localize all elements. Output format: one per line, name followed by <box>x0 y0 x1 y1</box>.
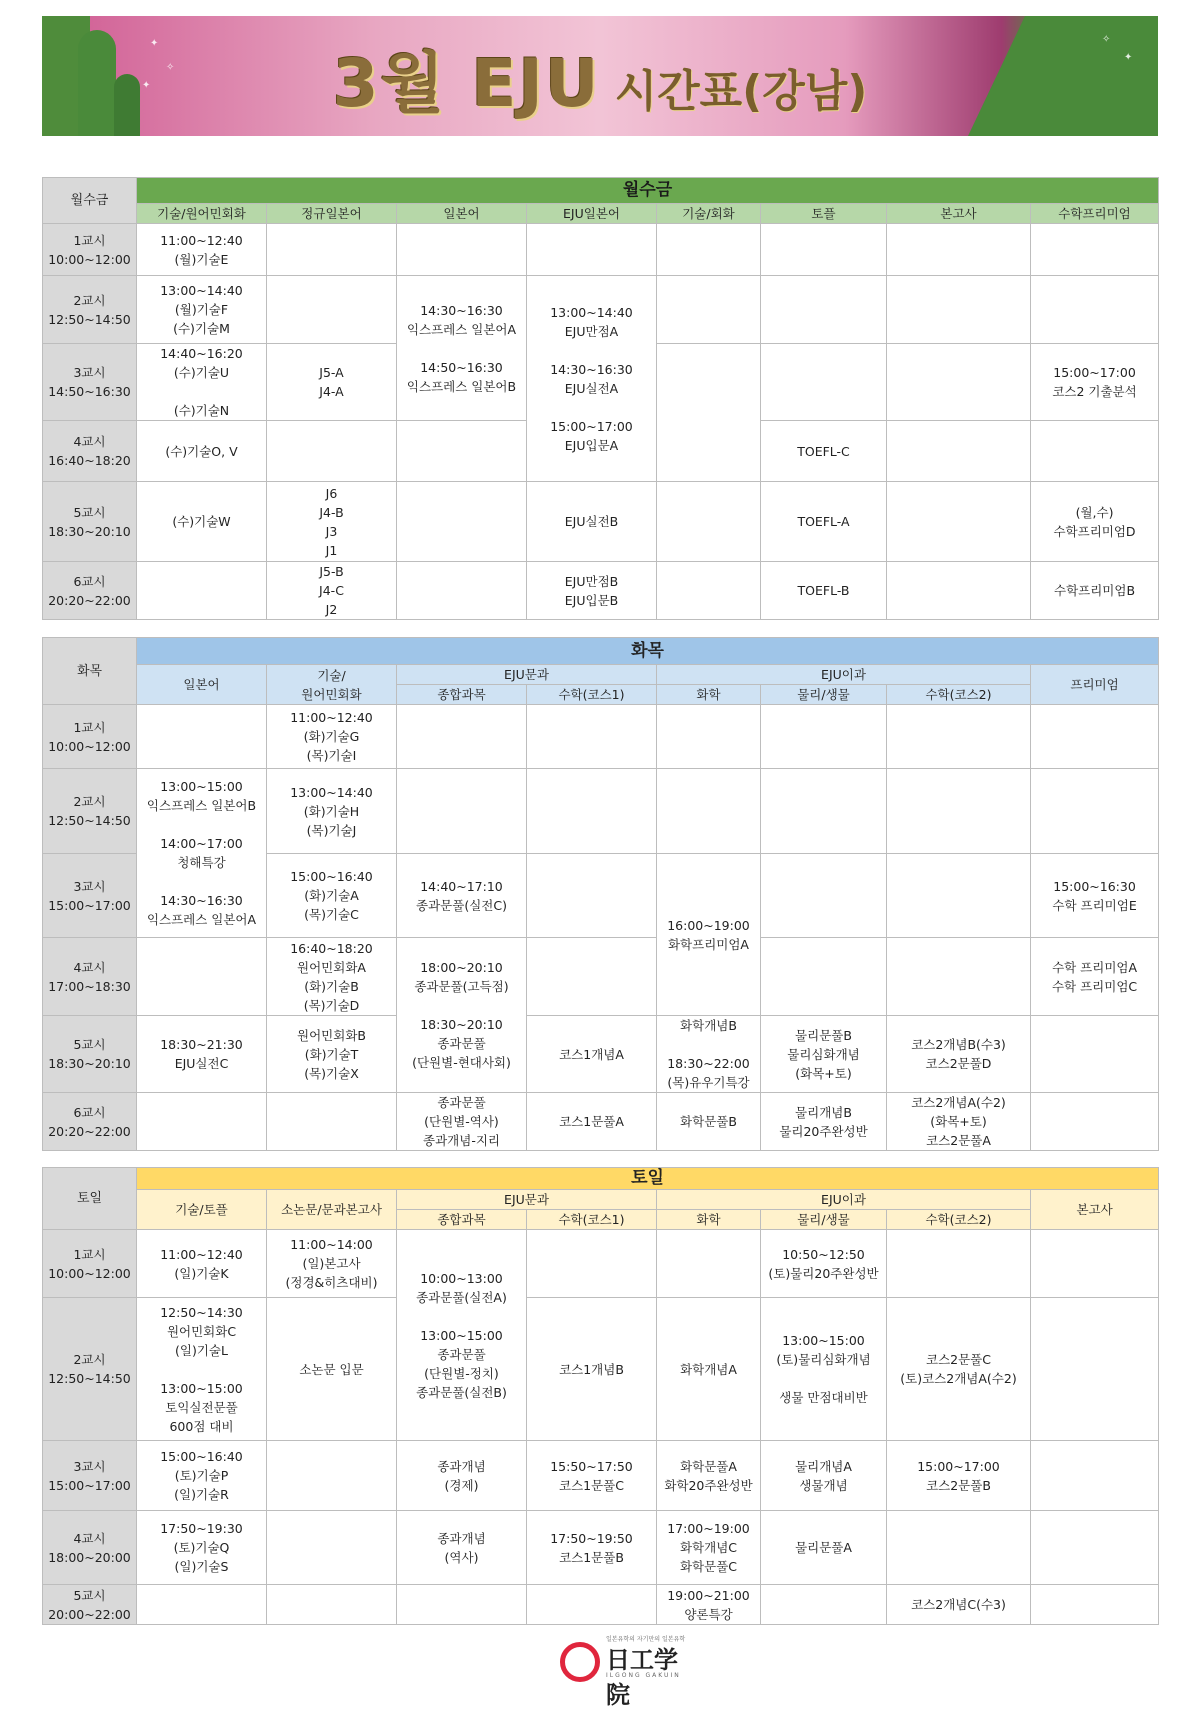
schedule-cell: 15:00~17:00 코스2 기출분석 <box>1031 344 1159 421</box>
schedule-cell: (수)기술O, V <box>137 421 267 482</box>
period-cell: 6교시 20:20~22:00 <box>43 562 137 620</box>
schedule-cell: 18:30~21:30 EJU실전C <box>137 1016 267 1093</box>
schedule-cell: 13:00~15:00 익스프레스 일본어B 14:00~17:00 청해특강 14:30~16:30 익스프레스 일본어A <box>137 769 267 938</box>
table-row <box>43 1585 1159 1625</box>
schedule-cell <box>657 769 761 854</box>
logo-tagline: 일본유학의 자기만의 일본유학 <box>606 1636 686 1643</box>
schedule-cell <box>887 705 1031 769</box>
sparkle-icon: ✧ <box>166 62 175 73</box>
schedule-cell <box>267 276 397 344</box>
column-group-header: EJU문과 <box>397 1190 657 1210</box>
schedule-cell <box>887 421 1031 482</box>
schedule-cell <box>1031 769 1159 854</box>
sparkle-icon: ✦ <box>1124 52 1133 63</box>
schedule-cell: 물리개념A 생물개념 <box>761 1441 887 1511</box>
schedule-cell: 11:00~12:40 (월)기술E <box>137 224 267 276</box>
schedule-cell: 11:00~12:40 (일)기술K <box>137 1230 267 1298</box>
period-cell: 5교시 20:00~22:00 <box>43 1585 137 1625</box>
schedule-cell <box>397 1585 527 1625</box>
schedule-cell <box>657 344 761 482</box>
schedule-cell <box>397 705 527 769</box>
schedule-cell <box>887 1511 1031 1585</box>
schedule-cell: 15:00~17:00 코스2문풀B <box>887 1441 1031 1511</box>
column-group-header: EJU이과 <box>657 665 1031 685</box>
period-cell: 5교시 18:30~20:10 <box>43 482 137 562</box>
table-row <box>43 482 1159 562</box>
column-header: 종합과목 <box>397 685 527 705</box>
schedule-cell <box>887 854 1031 938</box>
schedule-cell <box>527 224 657 276</box>
schedule-cell <box>887 562 1031 620</box>
schedule-table-tt <box>42 637 1159 1151</box>
schedule-cell <box>887 276 1031 344</box>
schedule-cell: 수학프리미엄B <box>1031 562 1159 620</box>
schedule-cell: (수)기술W <box>137 482 267 562</box>
schedule-cell: 18:00~20:10 종과문풀(고득점) 18:30~20:10 종과문풀 (단원별-현대사회) <box>397 938 527 1093</box>
schedule-cell: 화학문풀A 화학20주완성반 <box>657 1441 761 1511</box>
schedule-cell <box>657 276 761 344</box>
column-header: 수학프리미엄 <box>1031 204 1159 224</box>
schedule-cell: 12:50~14:30 원어민회화C (일)기술L 13:00~15:00 토익실전문풀 600점 대비 <box>137 1298 267 1441</box>
schedule-cell <box>267 224 397 276</box>
schedule-cell: 17:00~19:00 화학개념C 화학문풀C <box>657 1511 761 1585</box>
schedule-cell: 종과개념 (역사) <box>397 1511 527 1585</box>
schedule-cell: 코스2문풀C (토)코스2개념A(수2) <box>887 1298 1031 1441</box>
schedule-cell: 17:50~19:30 (토)기술Q (일)기술S <box>137 1511 267 1585</box>
table-row <box>43 276 1159 344</box>
period-cell: 2교시 12:50~14:50 <box>43 276 137 344</box>
schedule-cell <box>527 705 657 769</box>
schedule-cell <box>761 344 887 421</box>
schedule-cell <box>397 562 527 620</box>
sparkle-icon: ✧ <box>1102 34 1111 45</box>
page-title-main: 3월 EJU <box>332 45 601 122</box>
schedule-cell: 종과문풀 (단원별-역사) 종과개념-지리 <box>397 1093 527 1151</box>
schedule-cell <box>267 1093 397 1151</box>
schedule-cell <box>137 1093 267 1151</box>
period-cell: 1교시 10:00~12:00 <box>43 224 137 276</box>
column-header: 수학(코스1) <box>527 1210 657 1230</box>
schedule-cell: 화학개념B 18:30~22:00 (목)유우기특강 <box>657 1016 761 1093</box>
table-row <box>43 1298 1159 1441</box>
schedule-cell <box>1031 1298 1159 1441</box>
schedule-cell: 물리문풀B 물리심화개념 (화목+토) <box>761 1016 887 1093</box>
schedule-cell: 10:00~13:00 종과문풀(실전A) 13:00~15:00 종과문풀 (단원별-정치) 종과문풀(실전B) <box>397 1230 527 1441</box>
column-header: 수학(코스2) <box>887 1210 1031 1230</box>
schedule-cell <box>137 562 267 620</box>
column-header: 화학 <box>657 1210 761 1230</box>
schedule-cell <box>137 938 267 1016</box>
schedule-cell: J5-B J4-C J2 <box>267 562 397 620</box>
schedule-cell <box>1031 1093 1159 1151</box>
schedule-cell <box>657 562 761 620</box>
schedule-cell <box>397 482 527 562</box>
schedule-cell <box>397 224 527 276</box>
schedule-cell <box>657 224 761 276</box>
period-cell: 3교시 15:00~17:00 <box>43 854 137 938</box>
schedule-cell: 수학 프리미엄A 수학 프리미엄C <box>1031 938 1159 1016</box>
schedule-cell <box>657 1230 761 1298</box>
schedule-cell <box>397 769 527 854</box>
schedule-cell <box>761 705 887 769</box>
schedule-cell <box>887 482 1031 562</box>
schedule-cell <box>267 421 397 482</box>
header-banner <box>42 16 1158 136</box>
table-title: 월수금 <box>137 178 1159 204</box>
column-header: 기술/ 원어민회화 <box>267 665 397 705</box>
logo-ring-icon <box>560 1642 600 1682</box>
schedule-cell <box>267 1585 397 1625</box>
column-group-header: EJU문과 <box>397 665 657 685</box>
schedule-cell: 14:40~16:20 (수)기술U (수)기술N <box>137 344 267 421</box>
schedule-cell: 물리문풀A <box>761 1511 887 1585</box>
school-logo <box>560 1634 700 1709</box>
schedule-cell: 코스1개념B <box>527 1298 657 1441</box>
schedule-cell <box>527 938 657 1016</box>
schedule-cell: 코스1문풀A <box>527 1093 657 1151</box>
schedule-cell <box>887 344 1031 421</box>
table-row <box>43 938 1159 1016</box>
table-row <box>43 1230 1159 1298</box>
period-cell: 5교시 18:30~20:10 <box>43 1016 137 1093</box>
schedule-cell <box>761 854 887 938</box>
schedule-cell: 소논문 입문 <box>267 1298 397 1441</box>
schedule-cell <box>527 769 657 854</box>
column-group-header: EJU이과 <box>657 1190 1031 1210</box>
table-corner-label: 월수금 <box>43 178 137 224</box>
schedule-cell: 화학문풀B <box>657 1093 761 1151</box>
table-row <box>43 705 1159 769</box>
schedule-cell <box>887 1230 1031 1298</box>
column-header: 본고사 <box>1031 1190 1159 1230</box>
schedule-cell: 화학개념A <box>657 1298 761 1441</box>
schedule-cell <box>761 938 887 1016</box>
period-cell: 3교시 14:50~16:30 <box>43 344 137 421</box>
column-header: 물리/생물 <box>761 685 887 705</box>
page-title <box>42 30 1158 125</box>
schedule-cell <box>761 769 887 854</box>
schedule-cell: EJU만점B EJU입문B <box>527 562 657 620</box>
schedule-cell: 코스1개념A <box>527 1016 657 1093</box>
table-row <box>43 769 1159 854</box>
schedule-cell <box>1031 276 1159 344</box>
table-corner-label: 토일 <box>43 1168 137 1230</box>
schedule-cell: TOEFL-B <box>761 562 887 620</box>
table-row <box>43 1093 1159 1151</box>
schedule-cell <box>761 224 887 276</box>
table-row <box>43 224 1159 276</box>
logo-name: 日工学院 <box>606 1646 678 1709</box>
period-cell: 4교시 18:00~20:00 <box>43 1511 137 1585</box>
schedule-cell: J5-A J4-A <box>267 344 397 421</box>
schedule-cell <box>761 1585 887 1625</box>
schedule-cell: (월,수) 수학프리미엄D <box>1031 482 1159 562</box>
schedule-cell: 코스2개념A(수2) (화목+토) 코스2문풀A <box>887 1093 1031 1151</box>
sparkle-icon: ✦ <box>142 80 151 91</box>
schedule-cell <box>761 276 887 344</box>
schedule-cell <box>887 224 1031 276</box>
schedule-cell: 원어민회화B (화)기술T (목)기술X <box>267 1016 397 1093</box>
schedule-cell: 코스2개념C(수3) <box>887 1585 1031 1625</box>
column-header: 기술/회화 <box>657 204 761 224</box>
schedule-cell <box>137 1585 267 1625</box>
period-cell: 1교시 10:00~12:00 <box>43 1230 137 1298</box>
schedule-cell: 19:00~21:00 양론특강 <box>657 1585 761 1625</box>
schedule-cell: 15:50~17:50 코스1문풀C <box>527 1441 657 1511</box>
schedule-table-weekend <box>42 1167 1159 1625</box>
schedule-cell: 종과개념 (경제) <box>397 1441 527 1511</box>
schedule-cell: 15:00~16:40 (토)기술P (일)기술R <box>137 1441 267 1511</box>
column-header: 종합과목 <box>397 1210 527 1230</box>
column-header: 화학 <box>657 685 761 705</box>
schedule-cell: 16:00~19:00 화학프리미엄A <box>657 854 761 1016</box>
schedule-cell <box>137 705 267 769</box>
table-title: 화목 <box>137 638 1159 665</box>
period-cell: 2교시 12:50~14:50 <box>43 769 137 854</box>
schedule-table-mwf <box>42 177 1159 620</box>
schedule-cell: 14:30~16:30 익스프레스 일본어A 14:50~16:30 익스프레스 일본어B <box>397 276 527 421</box>
schedule-cell <box>1031 224 1159 276</box>
column-header: 토플 <box>761 204 887 224</box>
column-header: EJU일본어 <box>527 204 657 224</box>
schedule-cell <box>397 421 527 482</box>
schedule-cell <box>1031 1441 1159 1511</box>
period-cell: 4교시 16:40~18:20 <box>43 421 137 482</box>
schedule-cell <box>657 482 761 562</box>
schedule-cell <box>267 1511 397 1585</box>
page-title-sub: 시간표(강남) <box>614 66 868 117</box>
schedule-cell: 13:00~14:40 (월)기술F (수)기술M <box>137 276 267 344</box>
column-header: 기술/원어민회화 <box>137 204 267 224</box>
schedule-cell <box>887 769 1031 854</box>
schedule-cell: 17:50~19:50 코스1문풀B <box>527 1511 657 1585</box>
schedule-cell: 11:00~12:40 (화)기술G (목)기술I <box>267 705 397 769</box>
column-header: 일본어 <box>137 665 267 705</box>
column-header: 본고사 <box>887 204 1031 224</box>
schedule-cell <box>527 854 657 938</box>
schedule-cell: 코스2개념B(수3) 코스2문풀D <box>887 1016 1031 1093</box>
schedule-cell: 16:40~18:20 원어민회화A (화)기술B (목)기술D <box>267 938 397 1016</box>
column-header: 일본어 <box>397 204 527 224</box>
table-row <box>43 562 1159 620</box>
table-row <box>43 1016 1159 1093</box>
column-header: 수학(코스2) <box>887 685 1031 705</box>
schedule-cell: 13:00~15:00 (토)물리심화개념 생물 만점대비반 <box>761 1298 887 1441</box>
column-header: 프리미엄 <box>1031 665 1159 705</box>
schedule-cell <box>657 705 761 769</box>
schedule-cell <box>1031 1230 1159 1298</box>
schedule-cell: 13:00~14:40 EJU만점A 14:30~16:30 EJU실전A 15:00~17:00 EJU입문A <box>527 276 657 482</box>
table-row <box>43 1511 1159 1585</box>
period-cell: 6교시 20:20~22:00 <box>43 1093 137 1151</box>
table-corner-label: 화목 <box>43 638 137 705</box>
period-cell: 4교시 17:00~18:30 <box>43 938 137 1016</box>
schedule-cell: J6 J4-B J3 J1 <box>267 482 397 562</box>
schedule-cell <box>1031 705 1159 769</box>
schedule-cell <box>1031 421 1159 482</box>
schedule-cell <box>527 1585 657 1625</box>
column-header: 수학(코스1) <box>527 685 657 705</box>
schedule-cell <box>1031 1511 1159 1585</box>
table-title: 토일 <box>137 1168 1159 1190</box>
logo-english: ILGONG GAKUIN <box>606 1672 681 1679</box>
column-header: 정규일본어 <box>267 204 397 224</box>
schedule-cell: EJU실전B <box>527 482 657 562</box>
schedule-cell: 15:00~16:30 수학 프리미엄E <box>1031 854 1159 938</box>
schedule-cell: TOEFL-C <box>761 421 887 482</box>
schedule-cell: 물리개념B 물리20주완성반 <box>761 1093 887 1151</box>
table-row <box>43 1441 1159 1511</box>
schedule-cell <box>887 938 1031 1016</box>
schedule-cell <box>1031 1585 1159 1625</box>
schedule-cell: 15:00~16:40 (화)기술A (목)기술C <box>267 854 397 938</box>
column-header: 기술/토플 <box>137 1190 267 1230</box>
schedule-cell: 13:00~14:40 (화)기술H (목)기술J <box>267 769 397 854</box>
schedule-cell: 11:00~14:00 (일)본고사 (정경&히츠대비) <box>267 1230 397 1298</box>
column-header: 소논문/문과본고사 <box>267 1190 397 1230</box>
schedule-cell <box>267 1441 397 1511</box>
schedule-cell: TOEFL-A <box>761 482 887 562</box>
sparkle-icon: ✦ <box>150 38 159 49</box>
schedule-cell: 10:50~12:50 (토)물리20주완성반 <box>761 1230 887 1298</box>
schedule-cell: 14:40~17:10 종과문풀(실전C) <box>397 854 527 938</box>
schedule-cell <box>1031 1016 1159 1093</box>
period-cell: 1교시 10:00~12:00 <box>43 705 137 769</box>
schedule-cell <box>527 1230 657 1298</box>
column-header: 물리/생물 <box>761 1210 887 1230</box>
period-cell: 3교시 15:00~17:00 <box>43 1441 137 1511</box>
period-cell: 2교시 12:50~14:50 <box>43 1298 137 1441</box>
